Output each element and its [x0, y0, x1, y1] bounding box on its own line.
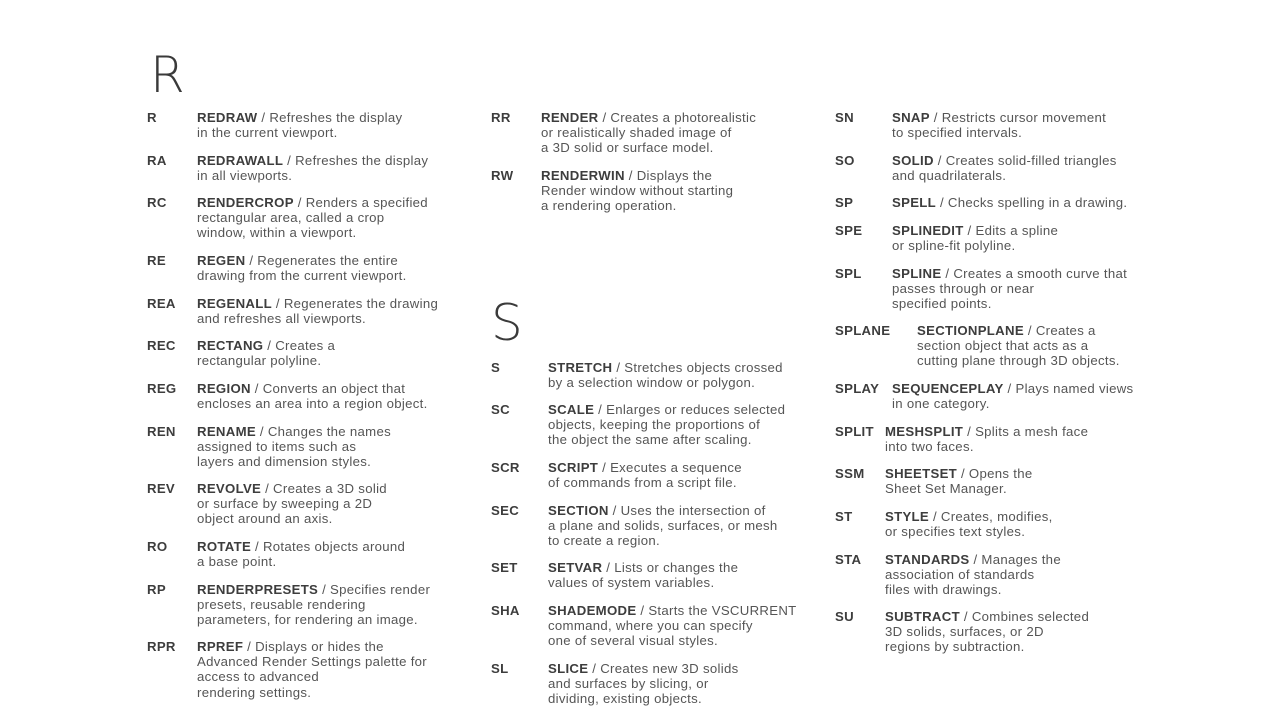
command-alias: REC [147, 338, 176, 353]
command-description [197, 253, 407, 283]
command-alias: REN [147, 424, 176, 439]
command-description-text: / Restricts cursor movement to specified intervals. [892, 110, 1107, 141]
command-alias: SL [491, 661, 509, 676]
command-alias: SHA [491, 603, 520, 618]
command-description [892, 381, 1133, 411]
command-description-text: / Creates, modifies, or specifies text styles. [885, 509, 1053, 540]
command-description-text: / Plays named views in one category. [892, 381, 1134, 412]
command-description [197, 153, 428, 183]
section-letter-s: S [491, 294, 523, 352]
command-alias: SU [835, 609, 854, 624]
command-description [197, 110, 402, 140]
command-description [197, 539, 405, 569]
command-description [548, 460, 742, 490]
command-description [917, 323, 1120, 369]
command-description-text: / Creates solid-filled triangles and quadrilaterals. [892, 153, 1117, 184]
command-description-text: / Enlarges or reduces selected objects, keeping the proportions of the object the same after scaling. [548, 402, 786, 448]
command-alias: SSM [835, 466, 865, 481]
command-description-text: / Regenerates the entire drawing from the current viewport. [197, 253, 407, 284]
command-description-text: / Changes the names assigned to items such as layers and dimension styles. [197, 424, 391, 470]
command-description-text: / Converts an object that encloses an area into a region object. [197, 381, 428, 412]
command-alias: SPLIT [835, 424, 874, 439]
command-description [885, 424, 1088, 454]
command-description [197, 296, 438, 326]
command-description-text: / Rotates objects around a base point. [197, 539, 406, 570]
command-alias: REV [147, 481, 176, 496]
command-name: SHADEMODE [548, 603, 637, 618]
command-description-text: / Refreshes the display in all viewports. [197, 153, 429, 184]
command-alias: RP [147, 582, 166, 597]
command-name: STRETCH [548, 360, 613, 375]
command-name: STYLE [885, 509, 929, 524]
command-name: SUBTRACT [885, 609, 960, 624]
command-name: SOLID [892, 153, 934, 168]
command-alias: SPE [835, 223, 863, 238]
command-name: REDRAWALL [197, 153, 284, 168]
command-name: SHEETSET [885, 466, 958, 481]
command-alias: ST [835, 509, 853, 524]
command-alias: SP [835, 195, 854, 210]
command-description [885, 509, 1053, 539]
command-name: SNAP [892, 110, 930, 125]
command-description-text: / Creates new 3D solids and surfaces by slicing, or dividing, existing objects. [548, 661, 739, 707]
command-alias: SN [835, 110, 854, 125]
command-alias: RPR [147, 639, 176, 654]
command-name: REDRAW [197, 110, 258, 125]
command-description-text: / Renders a specified rectangular area, called a crop window, within a viewport. [197, 195, 428, 241]
command-name: SPELL [892, 195, 936, 210]
command-description [197, 195, 428, 241]
command-description [885, 466, 1032, 496]
command-description-text: / Creates a rectangular polyline. [197, 338, 336, 369]
command-description-text: / Lists or changes the values of system variables. [548, 560, 739, 591]
command-description [541, 168, 733, 214]
command-name: SETVAR [548, 560, 603, 575]
command-name: RENDERWIN [541, 168, 625, 183]
command-alias: REG [147, 381, 177, 396]
command-description-text: / Stretches objects crossed by a selection window or polygon. [548, 360, 783, 391]
command-alias: RR [491, 110, 511, 125]
command-description [548, 360, 783, 390]
command-name: RENDERCROP [197, 195, 294, 210]
command-name: REGEN [197, 253, 246, 268]
command-description [541, 110, 756, 156]
section-letter-r: R [150, 46, 185, 104]
command-alias: R [147, 110, 157, 125]
command-alias: SC [491, 402, 510, 417]
command-name: MESHSPLIT [885, 424, 964, 439]
command-name: REVOLVE [197, 481, 262, 496]
command-description-text: / Edits a spline or spline-fit polyline. [892, 223, 1059, 254]
command-description-text: / Displays or hides the Advanced Render Settings palette for access to advanced rendering settings. [197, 639, 427, 700]
command-name: REGENALL [197, 296, 272, 311]
command-alias: SEC [491, 503, 520, 518]
command-description-text: / Creates a smooth curve that passes through or near specified points. [892, 266, 1128, 312]
command-description-text: / Combines selected 3D solids, surfaces, or 2D regions by subtraction. [885, 609, 1090, 655]
command-name: SECTIONPLANE [917, 323, 1024, 338]
command-description-text: / Opens the Sheet Set Manager. [885, 466, 1033, 497]
command-description [892, 110, 1106, 140]
command-alias: RW [491, 168, 514, 183]
command-description [548, 661, 738, 707]
command-name: RPREF [197, 639, 244, 654]
command-description [197, 381, 428, 411]
command-description-text: / Creates a 3D solid or surface by sweeping a 2D object around an axis. [197, 481, 387, 527]
command-alias: SPLAY [835, 381, 880, 396]
command-description-text: / Regenerates the drawing and refreshes all viewports. [197, 296, 439, 327]
command-alias: STA [835, 552, 862, 567]
command-alias: RE [147, 253, 166, 268]
command-alias: SPL [835, 266, 862, 281]
command-description-text: / Uses the intersection of a plane and solids, surfaces, or mesh to create a region. [548, 503, 778, 549]
command-alias: SCR [491, 460, 520, 475]
command-description [197, 582, 430, 628]
command-description [548, 503, 778, 549]
command-description-text: / Manages the association of standards files with drawings. [885, 552, 1061, 598]
command-description [885, 552, 1061, 598]
command-description [892, 266, 1127, 312]
command-description [548, 603, 797, 649]
command-description [548, 402, 785, 448]
command-name: SEQUENCEPLAY [892, 381, 1004, 396]
command-name: RENAME [197, 424, 256, 439]
command-description-text: / Displays the Render window without starting a rendering operation. [541, 168, 734, 214]
command-name: ROTATE [197, 539, 252, 554]
command-description-text: / Creates a section object that acts as a cutting plane through 3D objects. [917, 323, 1120, 369]
command-description [197, 639, 427, 700]
command-description-text: / Splits a mesh face into two faces. [885, 424, 1089, 455]
command-name: RENDERPRESETS [197, 582, 319, 597]
command-alias: SO [835, 153, 855, 168]
command-alias: SET [491, 560, 518, 575]
command-name: SPLINEDIT [892, 223, 964, 238]
command-description-text: / Creates a photorealistic or realistically shaded image of a 3D solid or surface model. [541, 110, 757, 156]
command-name: RENDER [541, 110, 599, 125]
command-description-text: / Starts the VSCURRENT command, where you can specify one of several visual styles. [548, 603, 797, 649]
command-name: SLICE [548, 661, 589, 676]
command-description-text: / Executes a sequence of commands from a script file. [548, 460, 742, 491]
command-description [892, 153, 1117, 183]
command-description-text: / Refreshes the display in the current viewport. [197, 110, 403, 141]
command-description [892, 195, 1127, 210]
command-alias: SPLANE [835, 323, 891, 338]
command-name: REGION [197, 381, 251, 396]
command-alias: RA [147, 153, 167, 168]
command-name: SCRIPT [548, 460, 599, 475]
command-description [197, 481, 387, 527]
command-alias: RC [147, 195, 167, 210]
command-name: SCALE [548, 402, 595, 417]
command-description [892, 223, 1058, 253]
command-description [548, 560, 738, 590]
command-description-text: / Checks spelling in a drawing. [936, 195, 1128, 210]
command-description [885, 609, 1089, 655]
command-alias: S [491, 360, 501, 375]
command-description [197, 338, 335, 368]
command-alias: RO [147, 539, 168, 554]
command-name: RECTANG [197, 338, 264, 353]
command-name: SECTION [548, 503, 609, 518]
command-alias: REA [147, 296, 176, 311]
command-description [197, 424, 391, 470]
command-name: STANDARDS [885, 552, 970, 567]
command-name: SPLINE [892, 266, 942, 281]
command-description-text: / Specifies render presets, reusable rendering parameters, for rendering an image. [197, 582, 431, 628]
